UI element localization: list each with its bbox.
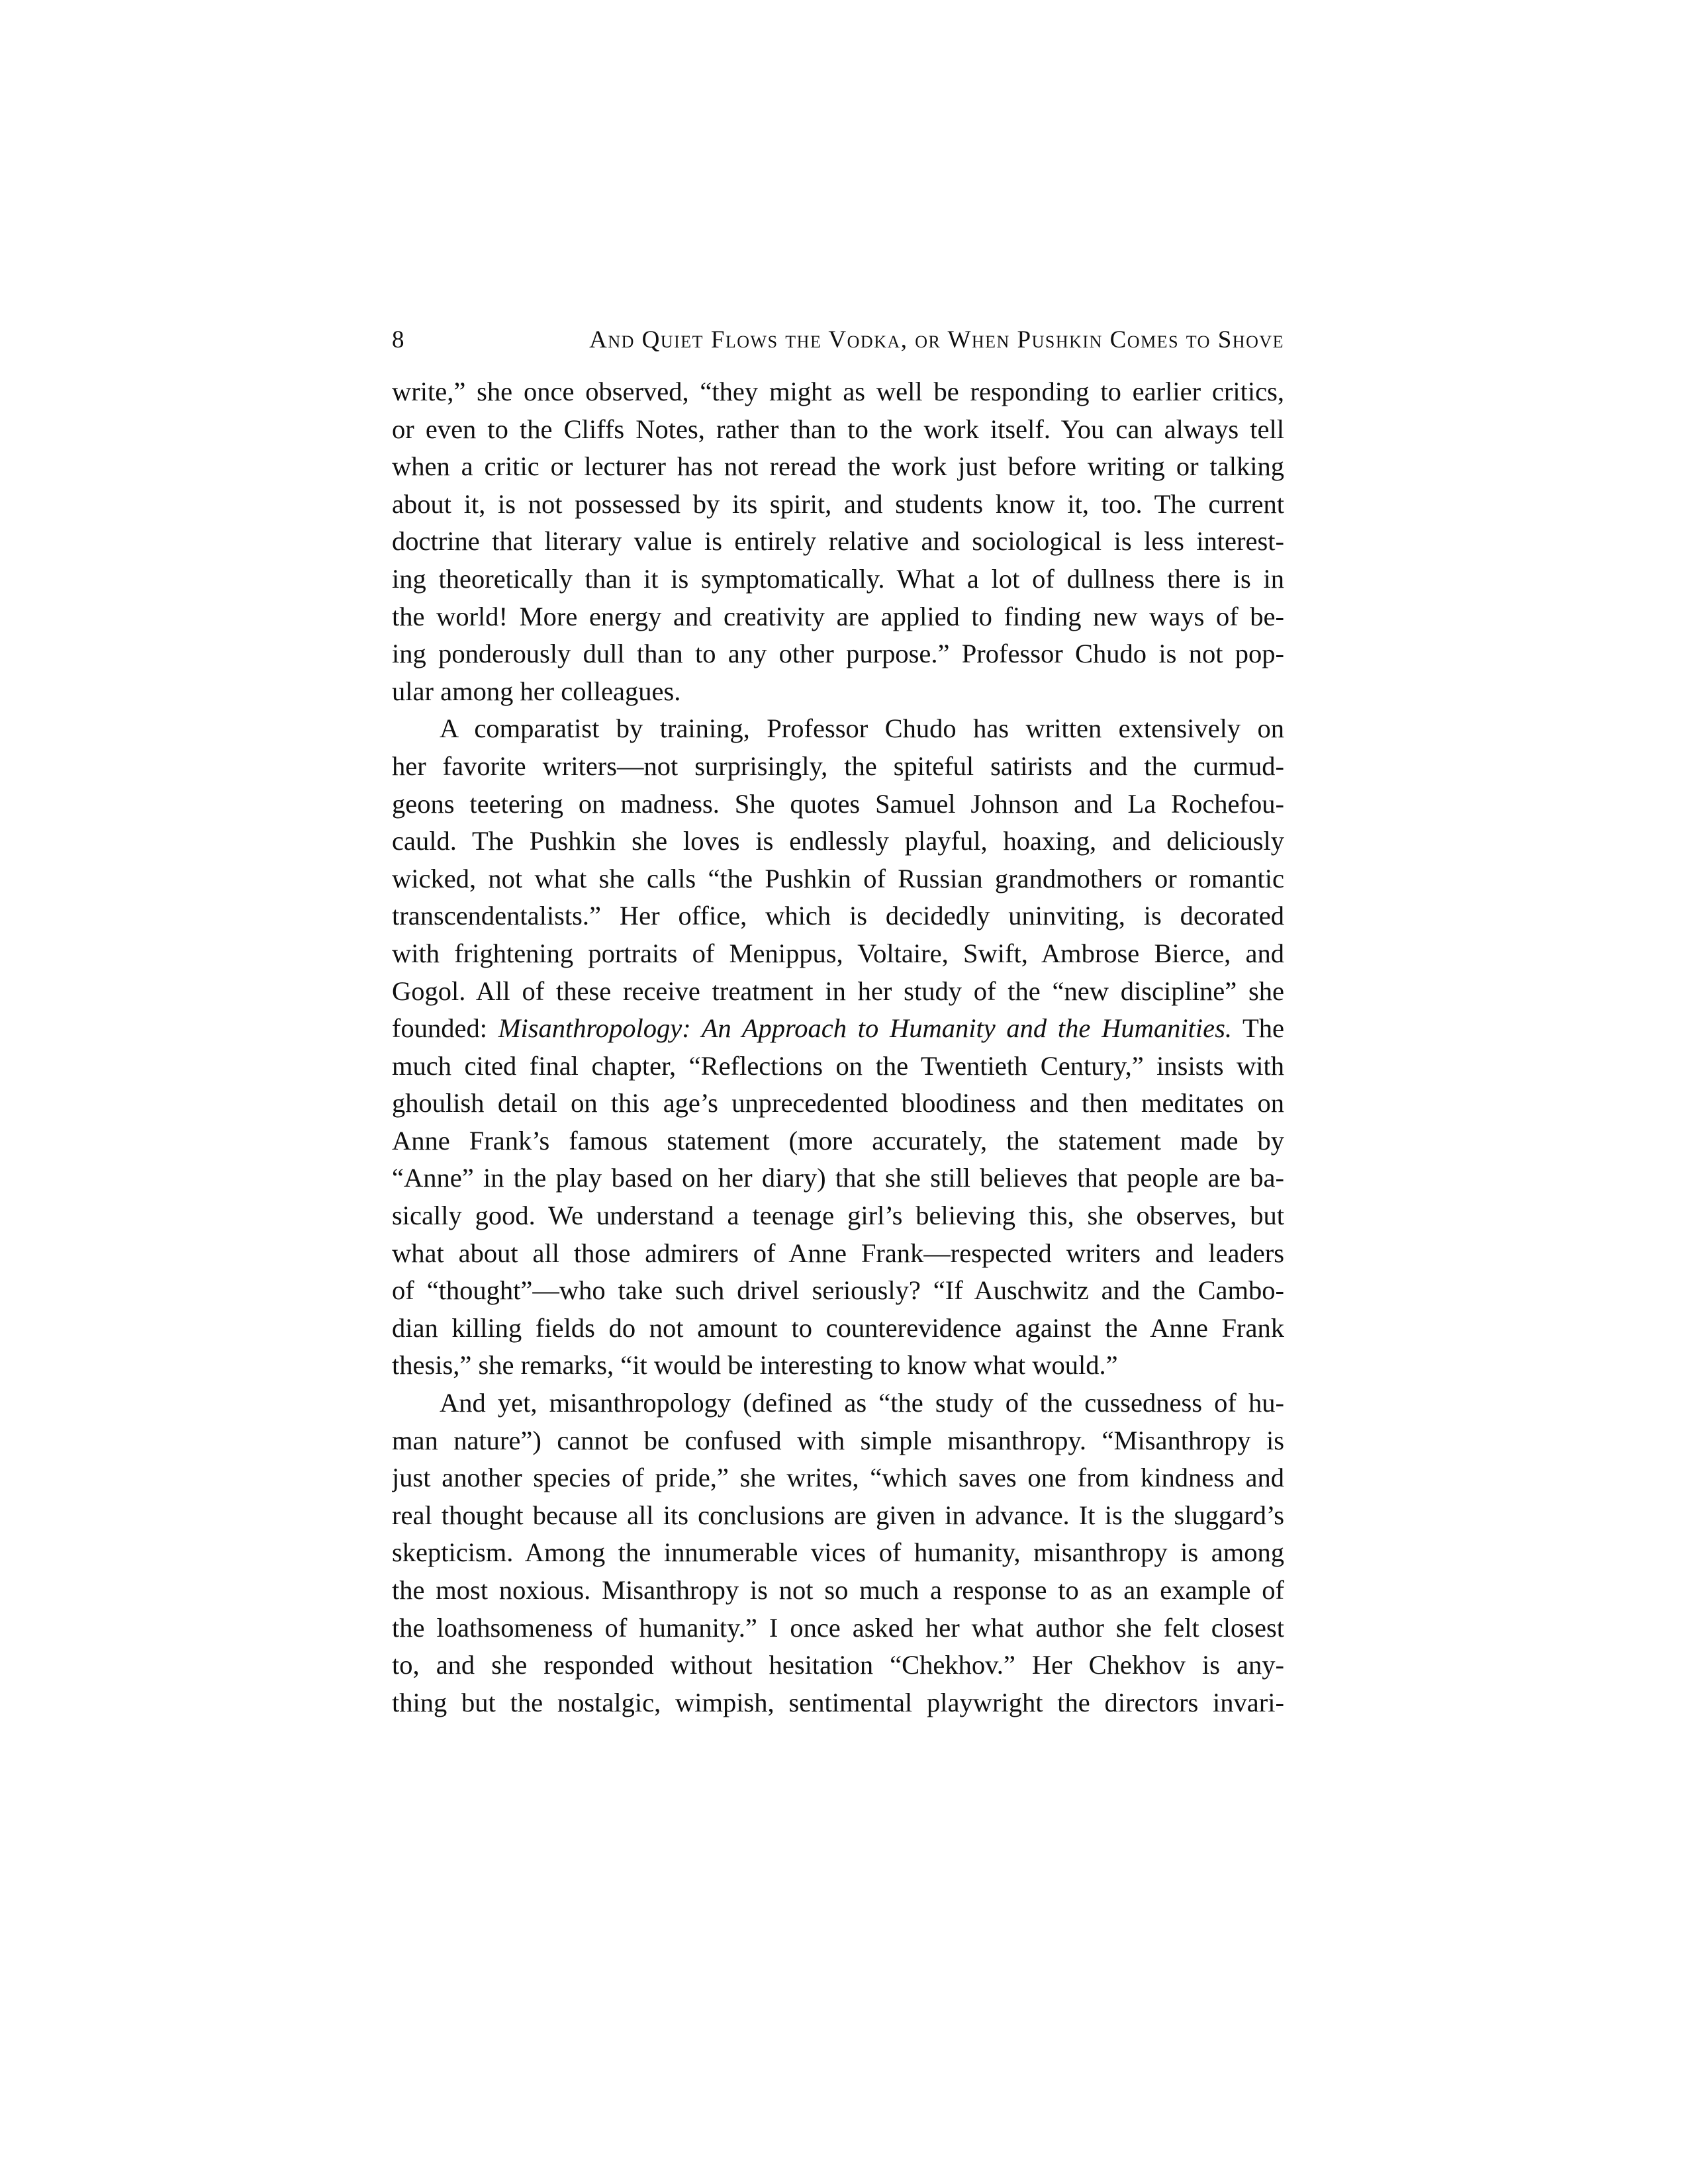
text-line: with frightening portraits of Menippus, Voltaire, Swift, Ambrose Bierce, and [392,938,1284,968]
text-line: ing ponderously dull than to any other purpose.” Professor Chudo is not pop- [392,639,1284,669]
text-line: Gogol. All of these receive treatment in her study of the “new discipline” she [392,976,1284,1006]
text-line: sically good. We understand a teenage girl’s believing this, she observes, but [392,1201,1284,1231]
text-fragment: founded: [392,1013,498,1044]
page-number: 8 [392,326,404,353]
text-line: write,” she once observed, “they might as well be responding to earlier critics, [392,377,1284,406]
text-line: dian killing fields do not amount to counterevidence against the Anne Frank [392,1312,1284,1343]
text-line: skepticism. Among the innumerable vices of humanity, misanthropy is among [392,1537,1284,1568]
text-fragment: The [1232,1013,1284,1044]
text-line-with-book-title [392,1010,1284,1048]
text-line: geons teetering on madness. She quotes Samuel Johnson and La Rochefou- [392,788,1284,819]
book-title: Misanthropology: An Approach to Humanity and the Humanities. [498,1013,1233,1044]
text-line: ghoulish detail on this age’s unprecedented bloodiness and then meditates on [392,1088,1284,1118]
text-line: “Anne” in the play based on her diary) that she still believes that people are ba- [392,1163,1284,1193]
text-line: And yet, misanthropology (defined as “the study of the cussedness of hu- [440,1388,1284,1418]
text-line: cauld. The Pushkin she loves is endlessly playful, hoaxing, and deliciously [392,826,1284,856]
text-line: ing theoretically than it is symptomatically. What a lot of dullness there is in [392,563,1284,594]
text-line: the most noxious. Misanthropy is not so much a response to as an example of [392,1575,1284,1605]
text-line: the loathsomeness of humanity.” I once asked her what author she felt closest [392,1612,1284,1643]
running-head [392,320,1284,360]
text-line: the world! More energy and creativity are applied to finding new ways of be- [392,601,1284,631]
text-line: Anne Frank’s famous statement (more accurately, the statement made by [392,1125,1284,1156]
text-line: what about all those admirers of Anne Frank—respected writers and leaders [392,1238,1284,1268]
text-line: wicked, not what she calls “the Pushkin of Russian grandmothers or romantic [392,863,1284,893]
text-line: doctrine that literary value is entirely relative and sociological is less interest- [392,526,1284,557]
text-line: just another species of pride,” she writes, “which saves one from kindness and [392,1463,1284,1493]
text-line: about it, is not possessed by its spirit, and students know it, too. The current [392,488,1284,519]
text-line: to, and she responded without hesitation “Chekhov.” Her Chekhov is any- [392,1650,1284,1680]
text-line: thesis,” she remarks, “it would be interesting to know what would.” [392,1350,1118,1381]
text-line: or even to the Cliffs Notes, rather than to the work itself. You can always tell [392,414,1284,444]
text-line: her favorite writers—not surprisingly, the spiteful satirists and the curmud- [392,751,1284,781]
text-line: transcendentalists.” Her office, which is decidedly uninviting, is decorated [392,901,1284,931]
text-line: real thought because all its conclusions are given in advance. It is the sluggard’s [392,1500,1284,1530]
text-line: A comparatist by training, Professor Chudo has written extensively on [440,713,1284,744]
body-text [392,373,1284,1721]
text-line: man nature”) cannot be confused with simple misanthropy. “Misanthropy is [392,1425,1284,1455]
text-line: when a critic or lecturer has not reread the work just before writing or talking [392,451,1284,482]
text-line: of “thought”—who take such drivel seriously? “If Auschwitz and the Cambo- [392,1275,1284,1306]
text-line: thing but the nostalgic, wimpish, sentimental playwright the directors invari- [392,1687,1284,1717]
text-line: much cited final chapter, “Reflections on the Twentieth Century,” insists with [392,1050,1284,1081]
text-line: ular among her colleagues. [392,676,681,706]
running-title: And Quiet Flows the Vodka, or When Pushkin Comes to Shove [589,326,1284,353]
